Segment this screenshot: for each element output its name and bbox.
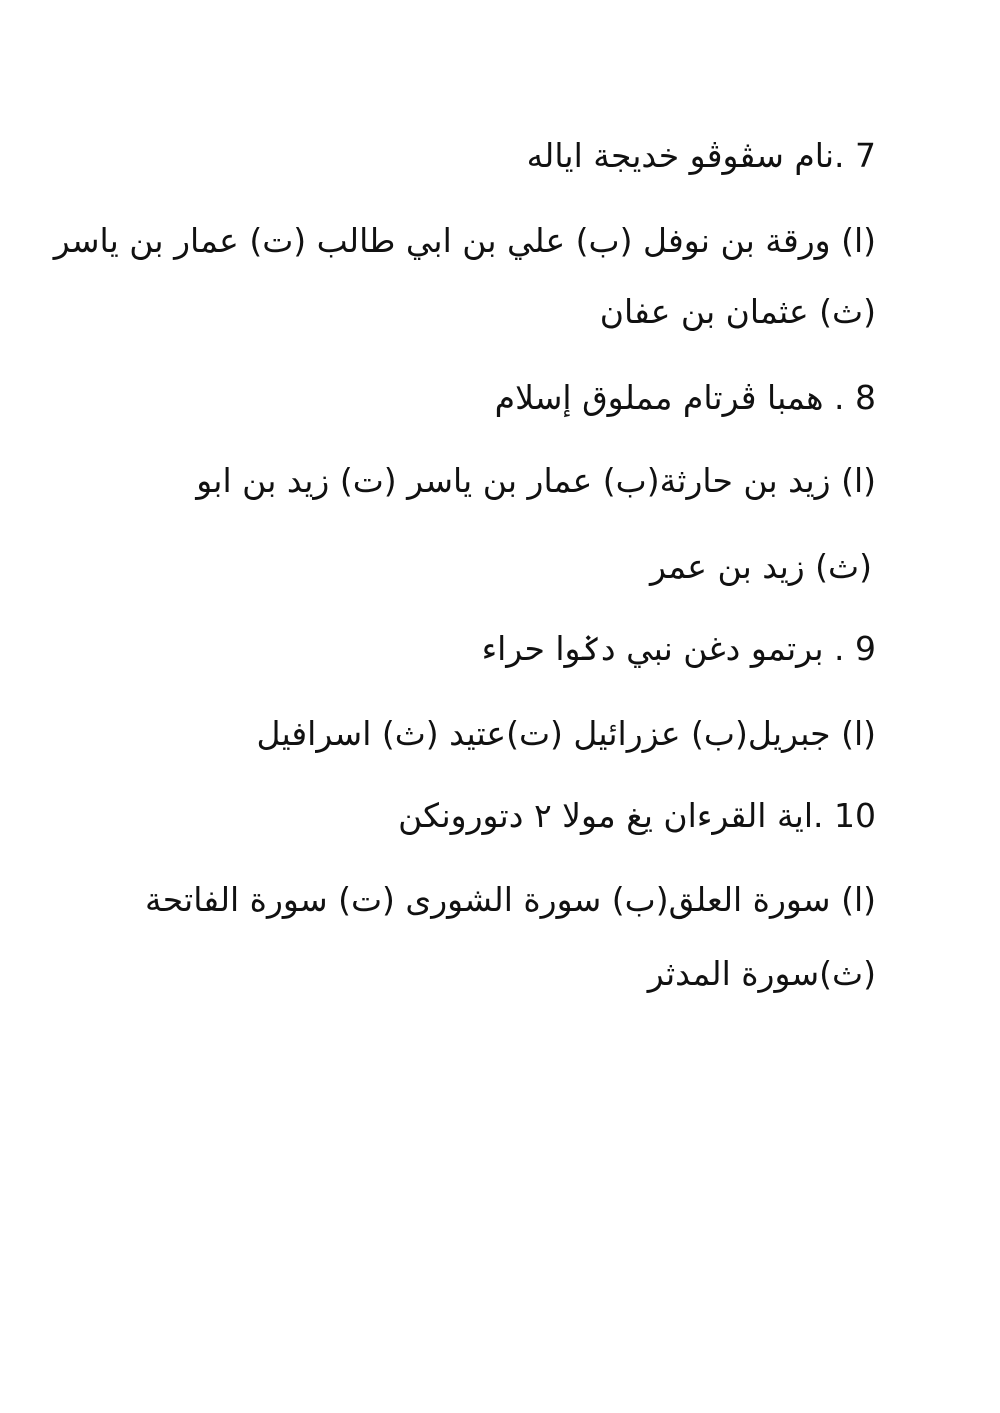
question-8-options-line-2: (ث) زيد بن عمر <box>649 547 872 586</box>
question-7-prompt: 7 .نام سڤوڤو خديجة اياله <box>526 136 876 175</box>
question-7-options-line-2: (ث) عثمان بن عفان <box>599 292 876 331</box>
question-7-options-line-1: (ا) ورقة بن نوفل (ب) علي بن ابي طالب (ت) عمار بن ياسر <box>53 221 876 260</box>
question-9-options-line-1: (ا) جبريل(ب) عزرائيل (ت)عتيد (ث) اسرافيل <box>256 714 876 753</box>
question-10-prompt: 10 .اية القرءان يغ مولا ٢ دتورونكن <box>398 796 876 835</box>
question-9-prompt: 9 . برتمو دغن نبي دݢوا حراء <box>481 629 876 668</box>
question-8-prompt: 8 . همبا ڤرتام مملوق إسلام <box>494 378 876 417</box>
question-10-options-line-1: (ا) سورة العلق(ب) سورة الشورى (ت) سورة الفاتحة <box>145 880 876 919</box>
question-10-options-line-2: (ث)سورة المدثر <box>647 954 876 993</box>
question-8-options-line-1: (ا) زيد بن حارثة(ب) عمار بن ياسر (ت) زيد بن ابو <box>196 461 876 500</box>
